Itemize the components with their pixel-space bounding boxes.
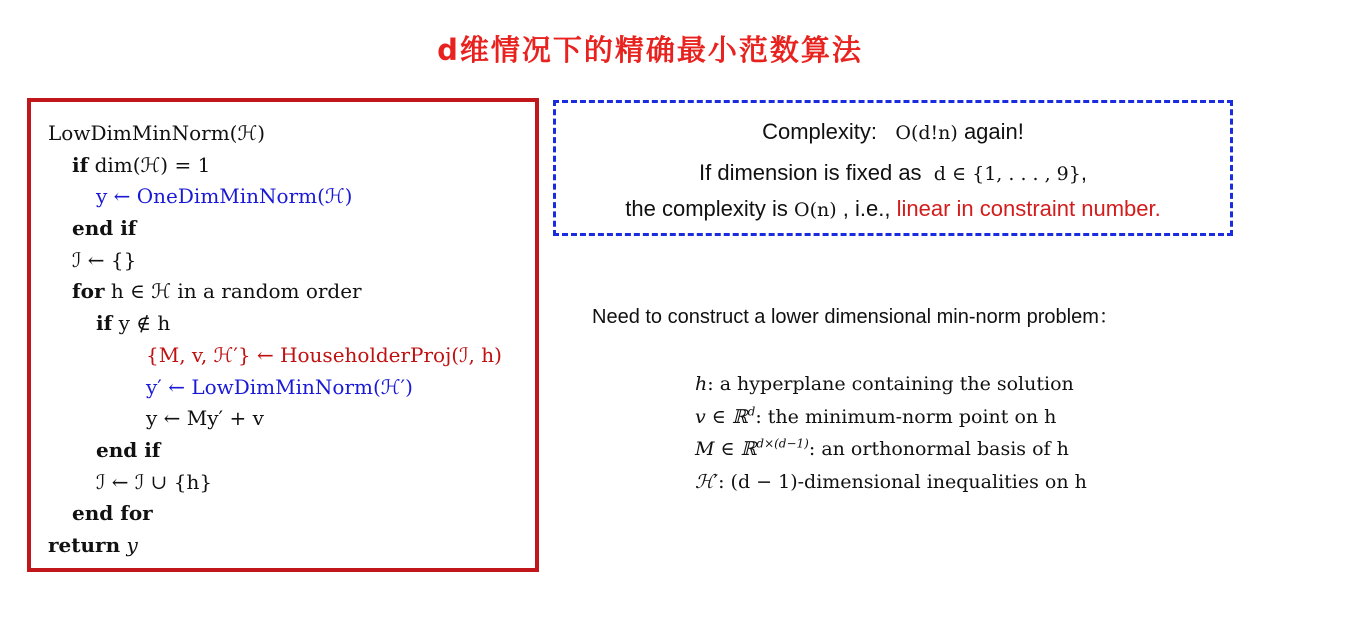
algo-line-13: end for	[72, 501, 153, 526]
complexity-highlight: linear in constraint number.	[896, 196, 1161, 221]
algo-line-5: ℐ ← {}	[72, 247, 137, 272]
def-symbol: ℋ′	[695, 470, 719, 493]
algorithm-box	[27, 98, 539, 572]
complexity-math: O(d!n)	[895, 122, 958, 144]
algo-keyword: return	[48, 532, 121, 557]
complexity-text: If dimension is fixed as	[699, 160, 922, 185]
definitions-list	[695, 368, 1087, 498]
def-text: : a hyperplane containing the solution	[707, 373, 1074, 395]
complexity-tail: ,	[1080, 160, 1087, 185]
algo-line-14	[48, 530, 502, 562]
algo-line-2	[48, 150, 502, 182]
algo-line-3: y ← OneDimMinNorm(ℋ)	[96, 184, 353, 209]
algo-text: h ∈ ℋ in a random order	[110, 279, 362, 304]
definition-h-prime	[695, 466, 1087, 499]
def-text: : an orthonormal basis of h	[808, 438, 1069, 460]
complexity-line-1	[556, 119, 1230, 145]
complexity-math: d ∈ {1, . . . , 9}	[933, 163, 1081, 185]
complexity-text: the complexity is	[625, 196, 788, 221]
need-text: Need to construct a lower dimensional min-norm problem：	[592, 306, 1119, 328]
complexity-tail: again!	[963, 119, 1024, 144]
complexity-line-3	[556, 196, 1230, 222]
complexity-box	[553, 100, 1233, 236]
algo-line-9: y′ ← LowDimMinNorm(ℋ′)	[146, 374, 413, 399]
algo-keyword: if	[96, 311, 113, 336]
complexity-label: Complexity:	[762, 119, 878, 144]
algo-text: y ∉ h	[118, 311, 171, 336]
page-title: d维情况下的精确最小范数算法	[437, 33, 863, 67]
def-superscript: d	[747, 404, 756, 419]
complexity-math: O(n)	[794, 199, 837, 221]
algo-line-1: LowDimMinNorm(ℋ)	[48, 121, 266, 145]
algo-keyword: if	[72, 152, 89, 177]
algorithm-pseudocode	[48, 118, 502, 562]
definition-v	[695, 401, 1087, 434]
complexity-mid: , i.e.,	[842, 196, 891, 221]
def-text: : (d − 1)-dimensional inequalities on h	[718, 470, 1087, 493]
algo-line-6	[48, 276, 502, 308]
definition-m	[695, 433, 1087, 466]
algo-line-4: end if	[72, 216, 137, 241]
complexity-line-2	[556, 160, 1230, 186]
algo-text: y	[126, 532, 138, 557]
algo-keyword: for	[72, 279, 105, 304]
def-superscript: d×(d−1)	[756, 436, 809, 451]
def-symbol: M ∈ ℝ	[695, 438, 757, 460]
algo-line-7	[48, 308, 502, 340]
def-symbol: h	[695, 373, 708, 395]
algo-line-10: y ← My′ + v	[146, 406, 264, 431]
def-text: : the minimum-norm point on h	[755, 405, 1057, 428]
definition-h	[695, 368, 1087, 401]
def-symbol: v ∈ ℝ	[695, 405, 748, 428]
algo-line-11: end if	[96, 437, 161, 462]
algo-line-8: {M, v, ℋ′} ← HouseholderProj(ℐ, h)	[146, 342, 502, 367]
algo-line-12: ℐ ← ℐ ∪ {h}	[96, 469, 213, 494]
algo-text: dim(ℋ) = 1	[94, 152, 211, 177]
